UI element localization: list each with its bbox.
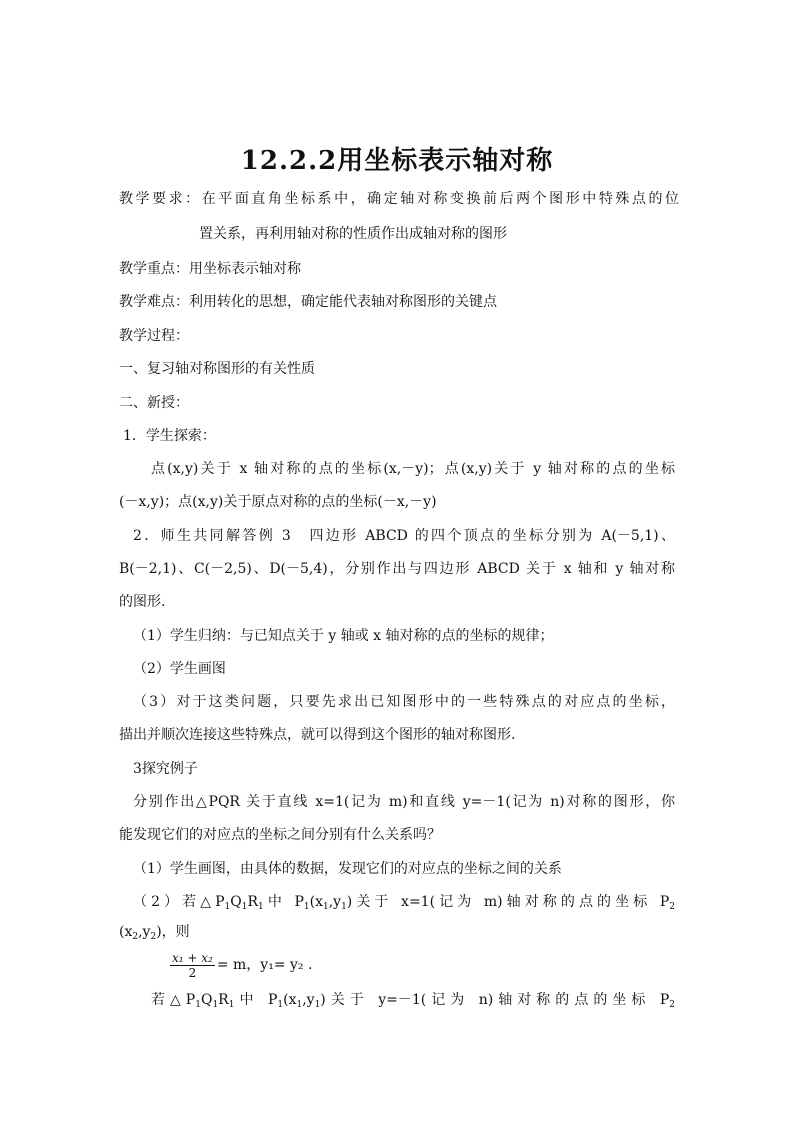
step-3-item-3-line-1: 若$\triangle P_1Q_1R_1$中 $P_1(x_1,y_1)$关于 y=－1(记为 n)轴对称的点的坐标 $P_2$ — [151, 992, 675, 1010]
teaching-focus: 教学重点：用坐标表示轴对称 — [119, 261, 301, 277]
step-2-paragraph-line-2: B(－2,1)、C(－2,5)、D(－5,4)，分别作出与四边形 ABCD 关于 x 轴和 y 轴对称 — [119, 561, 675, 577]
step-3-item-2-line-1: （2）若$\triangle P_1Q_1R_1$中 $P_1(x_1,y_1)$关于 x=1(记为 m)轴对称的点的坐标 $P_2$ — [133, 894, 675, 912]
teaching-requirement-line-1: 教学要求：在平面直角坐标系中，确定轴对称变换前后两个图形中特殊点的位 — [119, 191, 679, 207]
step-1-heading: 1．学生探索： — [123, 428, 216, 444]
step-2-item-1: （1）学生归纳：与已知点关于 y 轴或 x 轴对称的点的坐标的规律； — [133, 628, 554, 644]
step-2-paragraph-line-3: 的图形. — [119, 594, 166, 610]
teaching-difficulty: 教学难点：利用转化的思想，确定能代表轴对称图形的关键点 — [119, 294, 497, 310]
step-3-paragraph-line-2: 能发现它们的对应点的坐标之间分别有什么关系吗？ — [119, 827, 441, 843]
step-2-item-3-line-2: 描出并顺次连接这些特殊点，就可以得到这个图形的轴对称图形. — [119, 727, 516, 743]
step-2-item-3-line-1: （3）对于这类问题，只要先求出已知图形中的一些特殊点的对应点的坐标， — [133, 694, 675, 710]
page-title: 12.2.2用坐标表示轴对称 — [240, 146, 554, 176]
section-new-heading: 二、新授： — [119, 395, 189, 411]
step-3-item-2-line-2: $(x_2,y_2)$，则 — [119, 924, 190, 942]
midpoint-formula: $\frac{\text{x₁ + x₂}}{2}$ = m，y₁= y₂ . — [172, 950, 313, 980]
step-1-paragraph-line-2: (－x,y)；点(x,y)关于原点对称的点的坐标(－x,－y) — [119, 494, 437, 510]
step-3-item-1: （1）学生画图，由具体的数据，发现它们的对应点的坐标之间的关系 — [133, 861, 562, 877]
section-review-heading: 一、复习轴对称图形的有关性质 — [119, 361, 315, 377]
step-1-paragraph-line-1: 点(x,y)关于 x 轴对称的点的坐标(x,－y)；点(x,y)关于 y 轴对称的点的坐标 — [151, 461, 675, 477]
step-2-paragraph-line-1: 2．师生共同解答例 3 四边形 ABCD 的四个顶点的坐标分别为 A(－5,1)、 — [133, 528, 675, 544]
step-2-item-2: （2）学生画图 — [133, 661, 226, 677]
step-3-heading: 3探究例子 — [133, 761, 198, 777]
step-3-paragraph-line-1: 分别作出△PQR 关于直线 x=1(记为 m)和直线 y=－1(记为 n)对称的图形，你 — [133, 794, 675, 810]
fraction: $\frac{\text{x₁ + x₂}}{2}$ — [172, 950, 213, 980]
teaching-requirement-line-2: 置关系，再利用轴对称的性质作出成轴对称的图形 — [199, 226, 507, 242]
teaching-process-heading: 教学过程： — [119, 328, 189, 344]
